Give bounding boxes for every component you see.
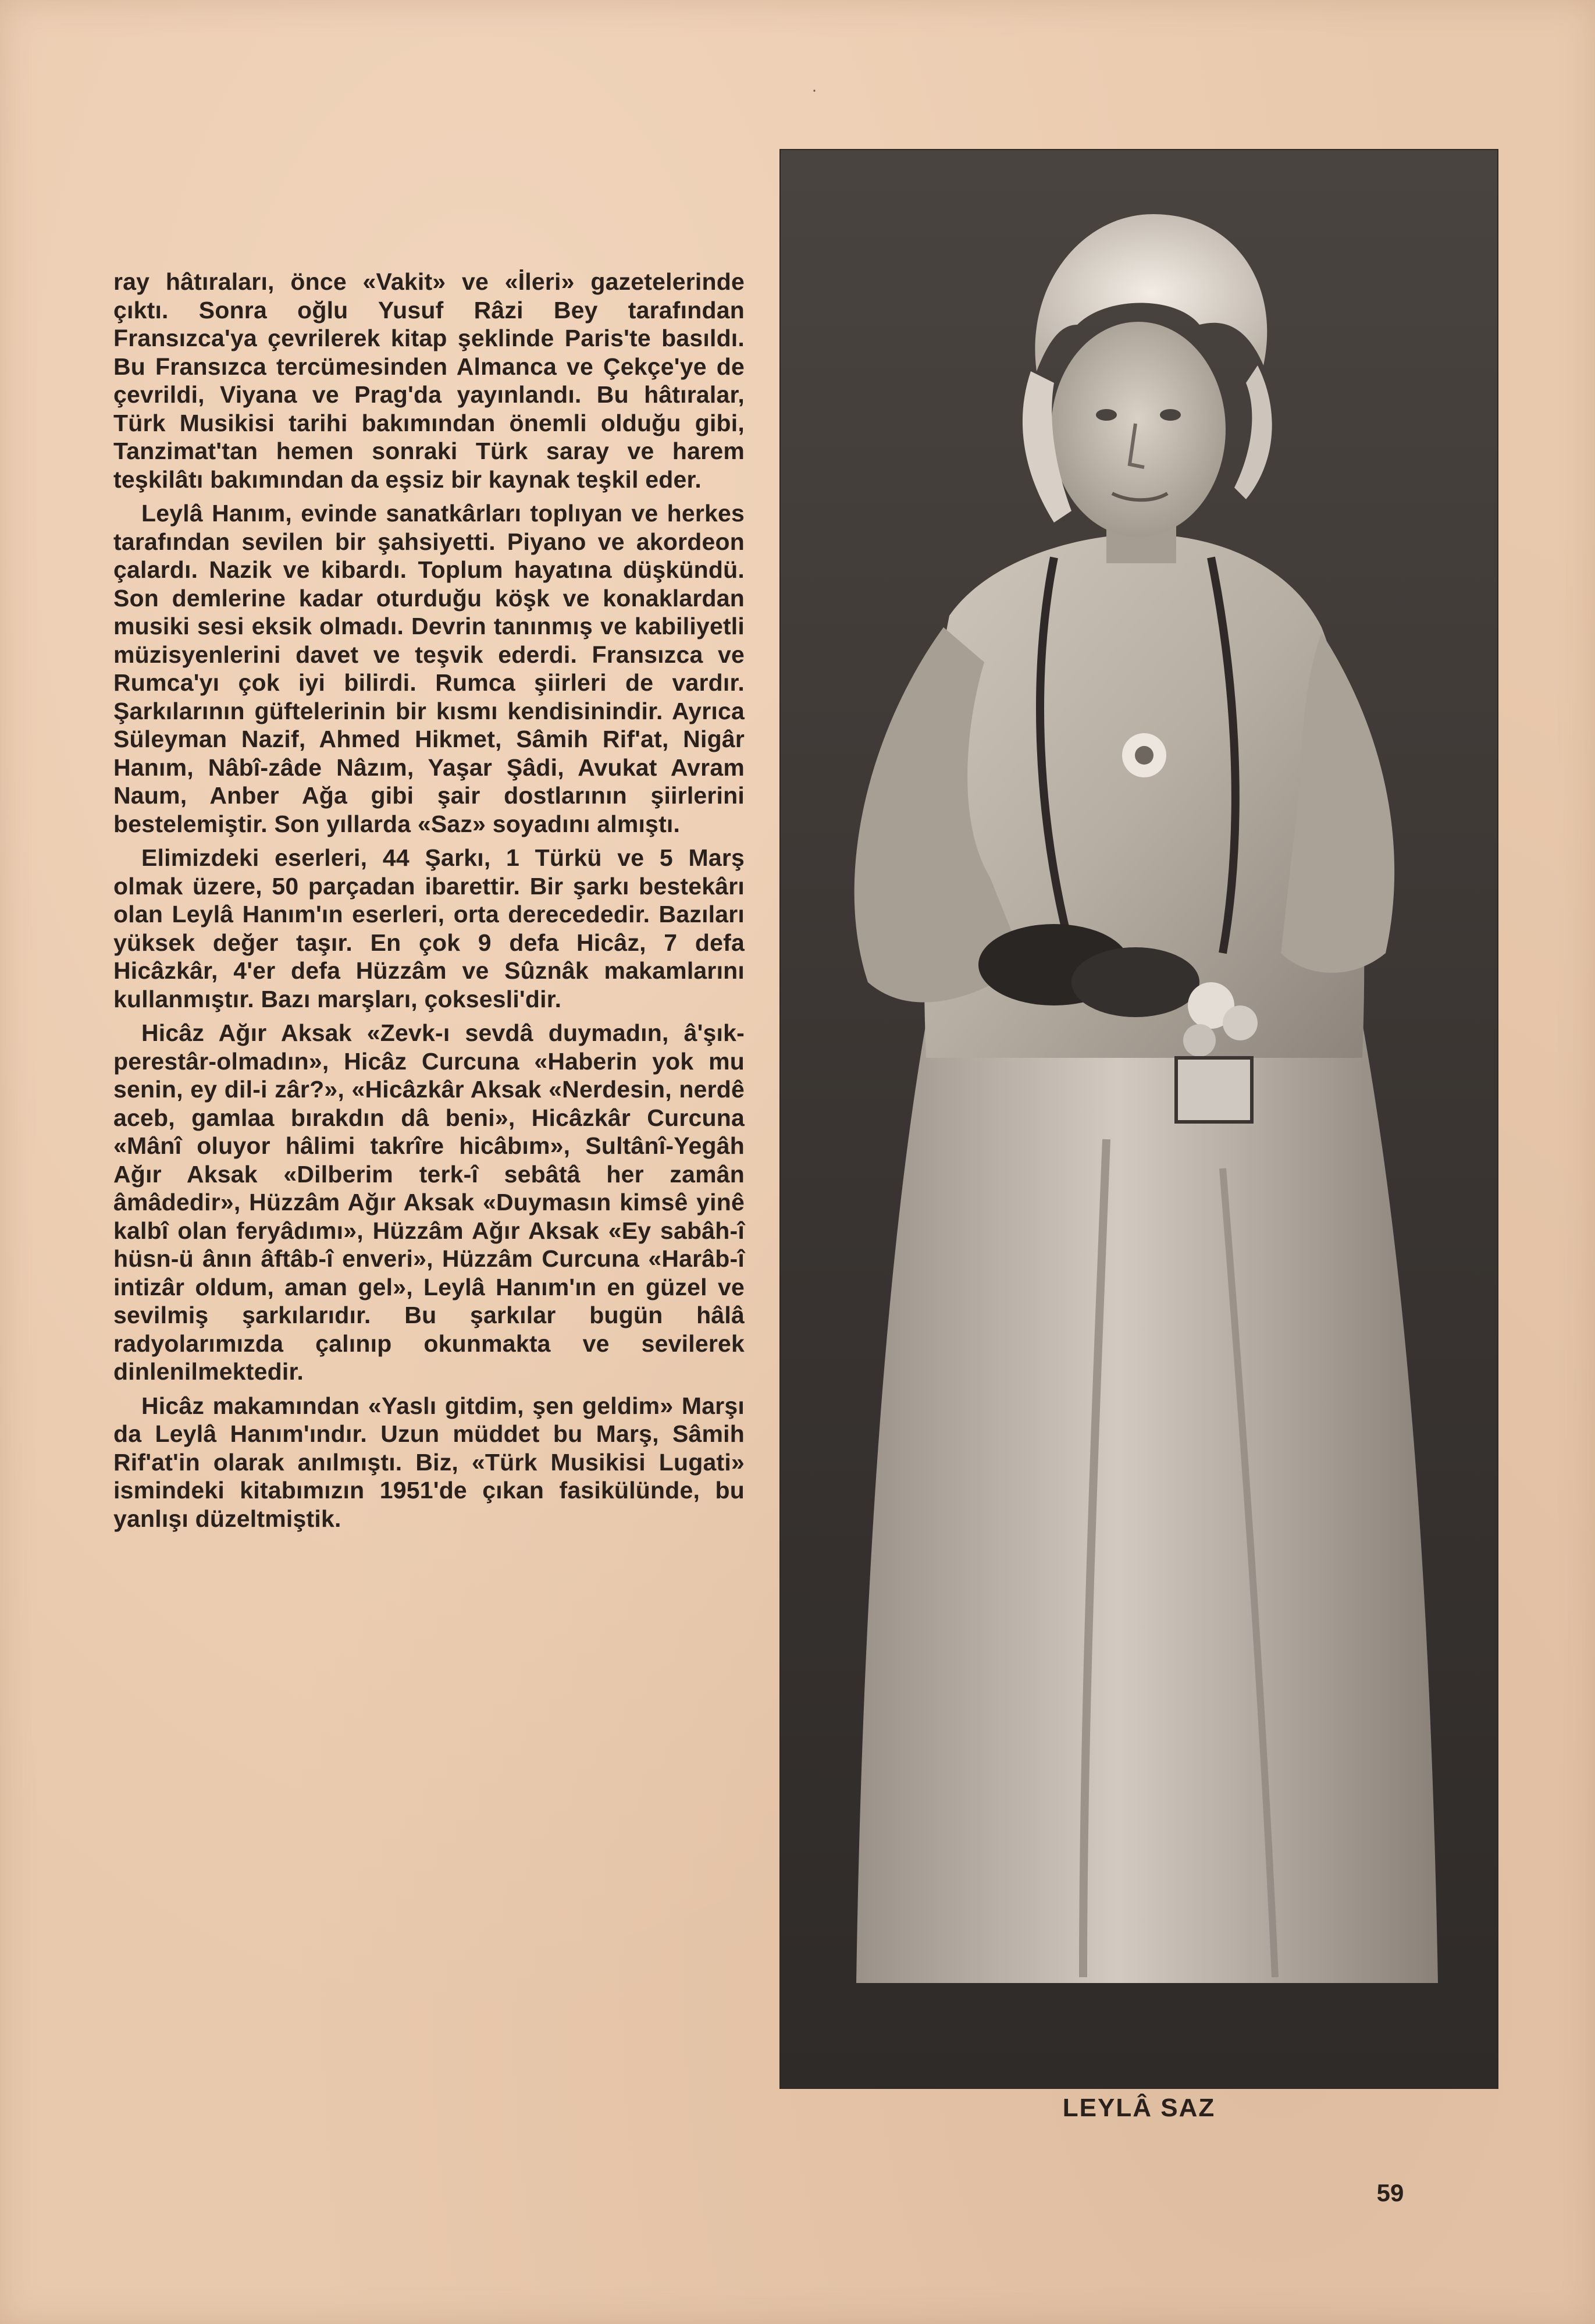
article-text-column [113,268,745,1538]
article-paragraph: Elimizdeki eserleri, 44 Şarkı, 1 Türkü ve 5 Marş olmak üzere, 50 parçadan ibarettir. Bir şarkı bestekârı olan Leylâ Hanım'ın eserleri, orta derecededir. Bazıları yüksek değer taşır. En çok 9 defa Hicâz, 7 defa Hicâzkâr, 4'er defa Hüzzâm ve Sûznâk makamlarını kullanmıştır. Bazı marşları, çoksesli'dir. [113,844,745,1012]
portrait-illustration [781,150,1497,2088]
brooch-icon [1122,733,1166,777]
article-paragraph: Hicâz Ağır Aksak «Zevk-ı sevdâ duymadın, â'şık-perestâr-olmadın», Hicâz Curcuna «Haberin yok mu senin, ey dil-i zâr?», «Hicâzkâr Aksak «Nerdesin, nerdê aceb, gamlaa bırakdın dâ beni», Hicâzkâr Curcuna «Mânî oluyor hâlimi takrîre hicâbım», Sultânî-Yegâh Ağır Aksak «Dilberim terk-î sebâtâ her zamân âmâdedir», Hüzzâm Ağır Aksak «Duymasın kimsê yinê kalbî olan feryâdımı», Hüzzâm Ağır Aksak «Ey sabâh-î hüsn-ü ânın âftâb-î enveri», Hüzzâm Curcuna «Harâb-î intizâr oldum, aman gel», Leylâ Hanım'ın en güzel ve sevilmiş şarkılarıdır. Bu şarkılar bugün hâlâ radyolarımızda çalınıp okunmakta ve sevilerek dinlenilmektedir. [113,1019,745,1385]
page-number: 59 [1376,2179,1404,2206]
skirt-shape [856,1023,1438,1983]
article-paragraph: Leylâ Hanım, evinde sanatkârları toplıyan ve herkes tarafından sevilen bir şahsiyetti. Piyano ve akordeon çalardı. Nazik ve kibardı. Toplum hayatına düşkündü. Son demlerine kadar oturduğu köşk ve konaklardan musiki sesi eksik olmadı. Devrin tanınmış ve kabiliyetli müzisyenlerini davet ve teşvik ederdi. Fransızca ve Rumca'yı çok iyi bilirdi. Rumca şiirleri de vardır. Şarkılarının güftelerinin bir kısmı kendisinindir. Ayrıca Süleyman Nazif, Ahmed Hikmet, Sâmih Rif'at, Nigâr Hanım, Nâbî-zâde Nâzım, Yaşar Şâdi, Avukat Avram Naum, Anber Ağa gibi şair dostlarının şiirlerini bestelemiştir. Son yıllarda «Saz» soyadını almıştı. [113,500,745,837]
article-paragraph: ray hâtıraları, önce «Vakit» ve «İleri» gazetelerinde çıktı. Sonra oğlu Yusuf Râzi Bey tarafından Fransızca'ya çevrilerek kitap şeklinde Paris'te basıldı. Bu Fransızca tercümesinden Almanca ve Çekçe'ye de çevrildi, Viyana ve Prag'da yayınlandı. Bu hâtıralar, Türk Musikisi tarihi bakımından önemli olduğu gibi, Tanzimat'tan hemen sonraki Türk saray ve harem teşkilâtı bakımından da eşsiz bir kaynak teşkil eder. [113,268,745,493]
portrait-photo [781,150,1497,2088]
face-shape [1051,322,1226,537]
print-speck-mark: · [811,80,817,100]
photo-caption: LEYLÂ SAZ [1062,2094,1216,2122]
article-paragraph: Hicâz makamından «Yaslı gitdim, şen geldim» Marşı da Leylâ Hanım'ındır. Uzun müddet bu Marş, Sâmih Rif'at'in olarak anılmıştı. Biz, «Türk Musikisi Lugati» ismindeki kitabımızın 1951'de çıkan fasikülünde, bu yanlışı düzeltmiştik. [113,1392,745,1532]
